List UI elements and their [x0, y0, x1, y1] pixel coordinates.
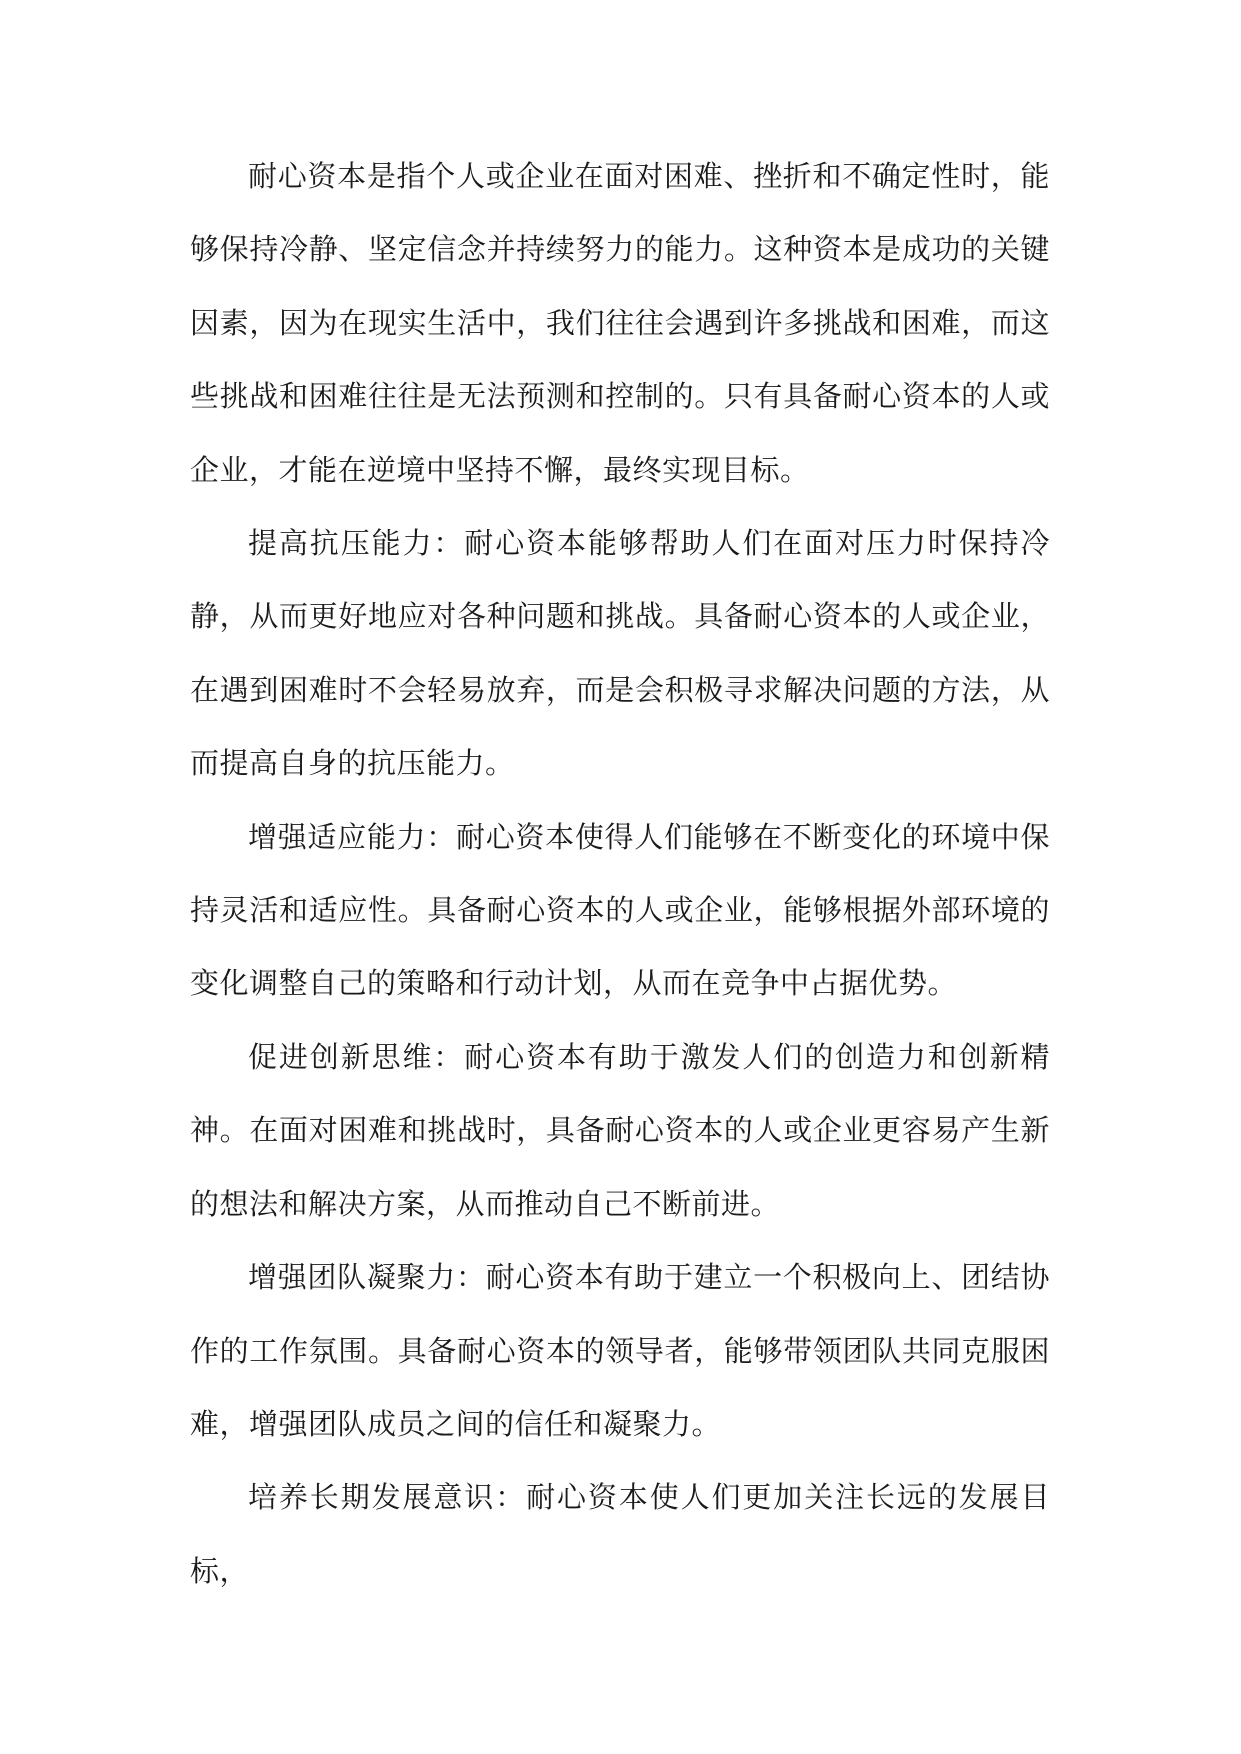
paragraph-pressure-resistance: 提高抗压能力：耐心资本能够帮助人们在面对压力时保持冷静，从而更好地应对各种问题和挑战。具备耐心资本的人或企业，在遇到困难时不会轻易放弃，而是会积极寻求解决问题的方法，从而提高自身的抗压能力。: [190, 526, 1050, 781]
paragraph-intro: 耐心资本是指个人或企业在面对困难、挫折和不确定性时，能够保持冷静、坚定信念并持续努力的能力。这种资本是成功的关键因素，因为在现实生活中，我们往往会遇到许多挑战和困难，而这些挑战和困难往往是无法预测和控制的。只有具备耐心资本的人或企业，才能在逆境中坚持不懈，最终实现目标。: [190, 159, 1050, 487]
paragraph-team-cohesion: 增强团队凝聚力：耐心资本有助于建立一个积极向上、团结协作的工作氛围。具备耐心资本的领导者，能够带领团队共同克服困难，增强团队成员之间的信任和凝聚力。: [190, 1260, 1050, 1441]
paragraph-long-term-development: 培养长期发展意识：耐心资本使人们更加关注长远的发展目标，: [190, 1480, 1050, 1588]
paragraph-adaptability: 增强适应能力：耐心资本使得人们能够在不断变化的环境中保持灵活和适应性。具备耐心资本的人或企业，能够根据外部环境的变化调整自己的策略和行动计划，从而在竞争中占据优势。: [190, 819, 1050, 1001]
document-body: [190, 140, 1050, 1608]
paragraph-innovation: 促进创新思维：耐心资本有助于激发人们的创造力和创新精神。在面对困难和挑战时，具备耐心资本的人或企业更容易产生新的想法和解决方案，从而推动自己不断前进。: [190, 1039, 1050, 1221]
